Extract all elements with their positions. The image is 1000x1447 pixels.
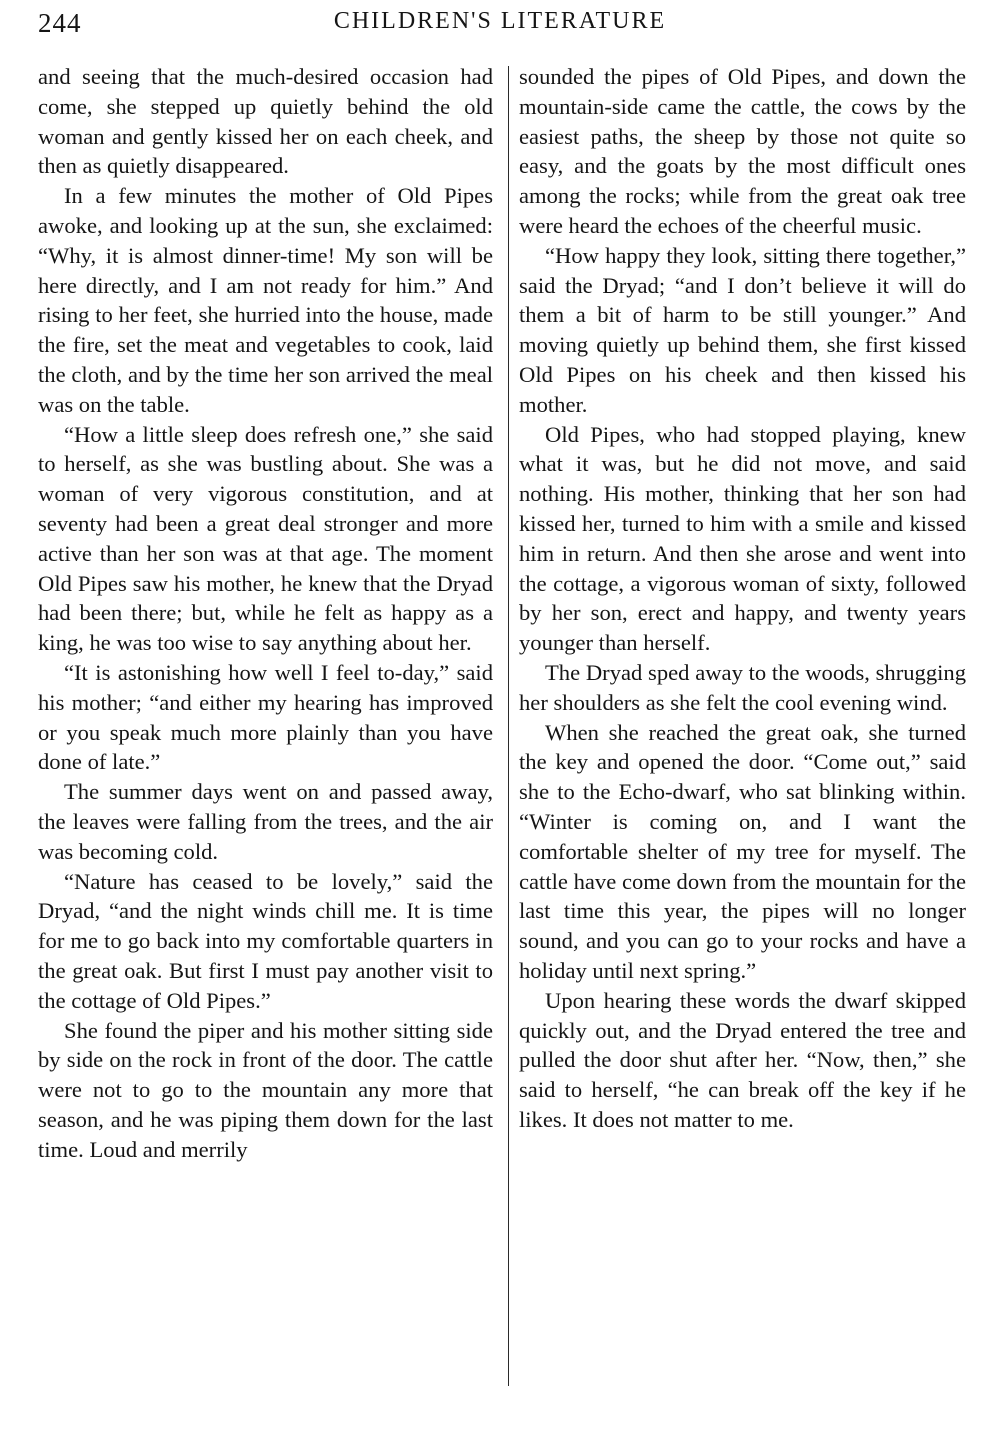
- paragraph: In a few minutes the mother of Old Pipes awoke, and looking up at the sun, she exclaimed: “Why, it is almost dinner-time! My son will be here directly, and I am not ready for him.” And rising to her feet, she hurried into the house, made the fire, set the meat and vegetables to cook, laid the cloth, and by the time her son arrived the meal was on the table.: [38, 183, 493, 417]
- running-head: CHILDREN'S LITERATURE: [333, 8, 667, 34]
- paragraph: Old Pipes, who had stopped playing, knew what it was, but he did not move, and said nothing. His mother, thinking that her son had kissed her, turned to him with a smile and kissed him in return. And then she arose and went into the cottage, a vigorous woman of sixty, followed by her son, erect and happy, and twenty years younger than herself.: [519, 421, 966, 656]
- page-number: 244: [38, 8, 82, 38]
- paragraph: and seeing that the much-desired occasion had come, she stepped up quietly behind the old woman and gently kissed her on each cheek, and then as quietly disappeared.: [38, 64, 493, 179]
- column-divider: [508, 66, 509, 1386]
- paragraph: The summer days went on and passed away, the leaves were falling from the trees, and the air was becoming cold.: [38, 779, 493, 864]
- paragraph: sounded the pipes of Old Pipes, and down the mountain-side came the cattle, the cows by the easiest paths, the sheep by those not quite so easy, and the goats by the most difficult ones among the rocks; while from the great oak tree were heard the echoes of the cheerful music.: [519, 64, 966, 238]
- paragraph: Upon hearing these words the dwarf skipped quickly out, and the Dryad entered the tree and pulled the door shut after her. “Now, then,” she said to herself, “he can break off the key if he likes. It does not matter to me.: [519, 987, 966, 1132]
- paragraph: “It is astonishing how well I feel to-day,” said his mother; “and either my hearing has improved or you speak much more plainly than you have done of late.”: [38, 659, 493, 775]
- page-header: [0, 0, 1000, 60]
- paragraph: She found the piper and his mother sitting side by side on the rock in front of the door. The cattle were not to go to the mountain any more that season, and he was piping them down for the last time. Loud and merrily: [38, 1017, 493, 1162]
- left-column: [38, 62, 493, 1164]
- paragraph: When she reached the great oak, she turned the key and opened the door. “Come out,” said she to the Echo-dwarf, who sat blinking within. “Winter is coming on, and I want the comfortable shelter of my tree for myself. The cattle have come down from the mountain for the last time this year, the pipes will no longer sound, and you can go to your rocks and have a holiday until next spring.”: [519, 719, 966, 983]
- paragraph: “How a little sleep does refresh one,” she said to herself, as she was bustling about. She was a woman of very vigorous constitution, and at seventy had been a great deal stronger and more active than her son was at that age. The moment Old Pipes saw his mother, he knew that the Dryad had been there; but, while he felt as happy as a king, he was too wise to say anything about her.: [38, 421, 493, 656]
- right-column: [519, 62, 966, 1135]
- paragraph: “How happy they look, sitting there together,” said the Dryad; “and I don’t believe it will do them a bit of harm to be still younger.” And moving quietly up behind them, she first kissed Old Pipes on his cheek and then kissed his mother.: [519, 242, 966, 417]
- paragraph: “Nature has ceased to be lovely,” said the Dryad, “and the night winds chill me. It is time for me to go back into my comfortable quarters in the great oak. But first I must pay another visit to the cottage of Old Pipes.”: [38, 868, 493, 1013]
- paragraph: The Dryad sped away to the woods, shrugging her shoulders as she felt the cool evening wind.: [519, 659, 966, 715]
